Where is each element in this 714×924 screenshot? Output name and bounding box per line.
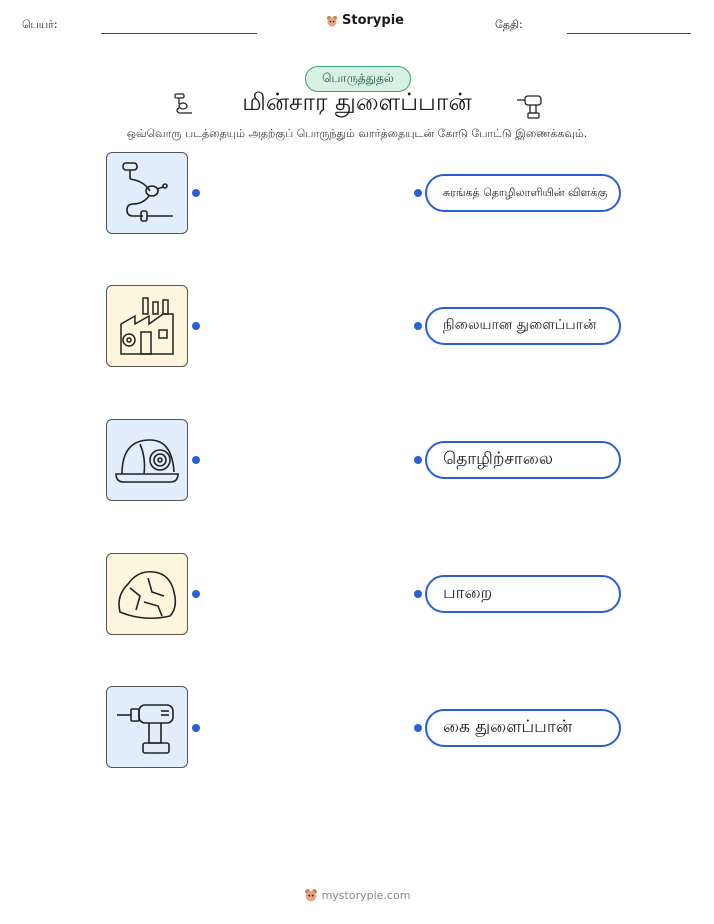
rock-icon xyxy=(114,566,180,622)
brand-logo xyxy=(326,13,404,28)
word-dot-3[interactable] xyxy=(414,456,422,464)
footer xyxy=(0,888,714,902)
bear-footer-icon xyxy=(304,888,318,902)
word-dot-2[interactable] xyxy=(414,322,422,330)
name-label: பெயர்: xyxy=(22,18,58,31)
picture-rock[interactable] xyxy=(106,553,188,635)
picture-dot-3[interactable] xyxy=(192,456,200,464)
worksheet-title: மின்சார துளைப்பான் xyxy=(242,88,472,116)
picture-dot-4[interactable] xyxy=(192,590,200,598)
picture-power-drill[interactable] xyxy=(106,686,188,768)
word-box-3[interactable]: தொழிற்சாலை xyxy=(425,441,621,479)
word-box-4[interactable]: பாறை xyxy=(425,575,621,613)
brand-name: Storypie xyxy=(342,13,404,28)
word-box-1[interactable]: சுரங்கத் தொழிலாளியின் விளக்கு xyxy=(425,174,621,212)
footer-site[interactable]: mystorypie.com xyxy=(321,888,411,902)
picture-dot-2[interactable] xyxy=(192,322,200,330)
bear-logo-icon xyxy=(326,15,338,27)
word-dot-1[interactable] xyxy=(414,189,422,197)
power-drill-title-icon xyxy=(515,92,545,122)
date-label: தேதி: xyxy=(495,18,523,31)
word-box-2[interactable]: நிலையான துளைப்பான் xyxy=(425,307,621,345)
picture-dot-5[interactable] xyxy=(192,724,200,732)
name-line[interactable] xyxy=(101,33,257,34)
power-drill-icon xyxy=(115,695,179,759)
activity-badge: பொருத்துதல் xyxy=(305,66,411,92)
factory-icon xyxy=(115,294,179,358)
picture-factory[interactable] xyxy=(106,285,188,367)
picture-dot-1[interactable] xyxy=(192,189,200,197)
picture-miner-helmet[interactable] xyxy=(106,419,188,501)
miner-helmet-icon xyxy=(114,432,180,488)
word-box-5[interactable]: கை துளைப்பான் xyxy=(425,709,621,747)
date-line[interactable] xyxy=(567,33,691,34)
word-dot-5[interactable] xyxy=(414,724,422,732)
instruction-text: ஒவ்வொரு படத்தையும் அதற்குப் பொருந்தும் வார்த்தையுடன் கோடு போட்டு இணைக்கவும். xyxy=(126,127,588,140)
hand-drill-icon xyxy=(119,161,175,225)
word-dot-4[interactable] xyxy=(414,590,422,598)
picture-hand-drill[interactable] xyxy=(106,152,188,234)
